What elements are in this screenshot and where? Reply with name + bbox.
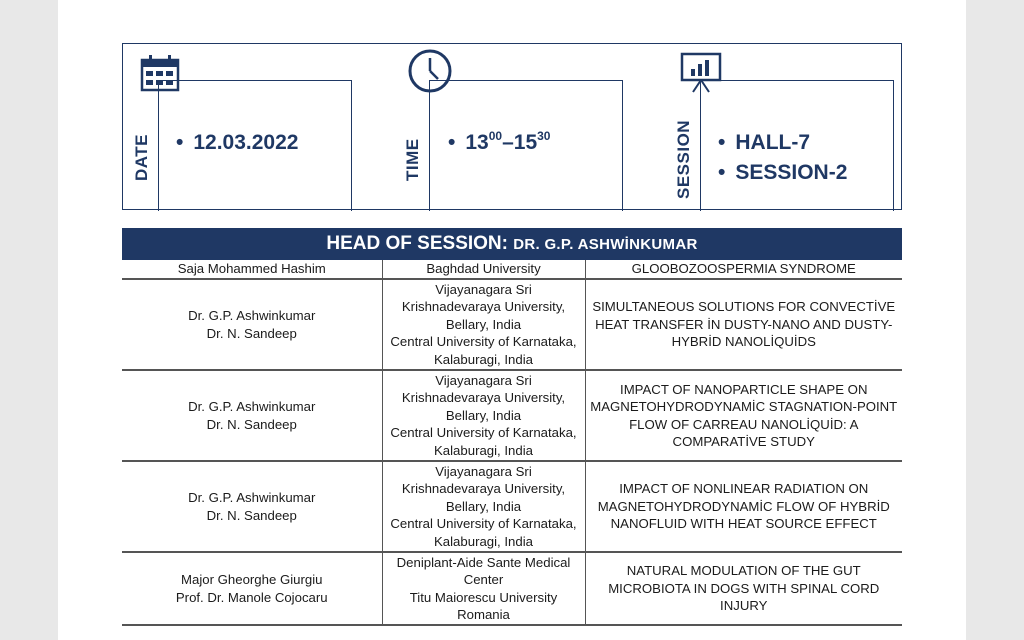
title-line: IMPACT OF NANOPARTICLE SHAPE ON (620, 381, 868, 397)
affiliation-line: Kalaburagi, India (434, 442, 533, 458)
authors-line: Dr. N. Sandeep (206, 416, 297, 432)
session-label: SESSION (674, 119, 693, 199)
affiliation-line: Center (463, 572, 504, 587)
authors-line: Dr. N. Sandeep (206, 507, 297, 523)
authors-line: Major Gheorghe Giurgiu (181, 572, 323, 587)
head-of-session-name: DR. G.P. ASHWİNKUMAR (513, 236, 698, 253)
time-label: TIME (403, 138, 422, 181)
authors-line: Saja Mohammed Hashim (177, 261, 326, 277)
title-line: MAGNETOHYDRODYNAMİC STAGNATION-POINT (590, 399, 898, 414)
title-line: GLOOBOZOOSPERMIA SYNDROME (631, 261, 856, 277)
authors-cell (122, 461, 382, 552)
date-label: DATE (132, 133, 151, 181)
affiliation-line: Vijayanagara Sri (435, 281, 532, 297)
table-row (122, 260, 902, 279)
head-of-session-bar (122, 228, 902, 260)
table-row (122, 461, 902, 552)
title-line: HYBRİD NANOLİQUİDS (671, 334, 816, 350)
authors-line: Prof. Dr. Manole Cojocaru (175, 589, 328, 605)
affiliation-line: Deniplant-Aide Sante Medical (396, 554, 571, 570)
head-of-session-label: HEAD OF SESSION: (326, 233, 514, 254)
authors-line: Dr. G.P. Ashwinkumar (188, 399, 316, 414)
title-line: FLOW OF CARREAU NANOLİQUİD: A (629, 416, 859, 432)
title-line: MAGNETOHYDRODYNAMİC FLOW OF HYBRİD (597, 498, 890, 514)
affiliation-cell (382, 370, 585, 461)
title-cell (585, 260, 902, 279)
title-line: COMPARATİVE STUDY (672, 434, 815, 449)
authors-line: Dr. N. Sandeep (206, 325, 297, 341)
affiliation-cell (382, 260, 585, 279)
affiliation-line: Titu Maiorescu University (409, 589, 558, 605)
affiliation-line: Central University of Karnataka, (390, 334, 577, 350)
affiliation-line: Central University of Karnataka, (390, 516, 577, 532)
title-line: INJURY (720, 598, 768, 614)
authors-cell (122, 370, 382, 461)
title-line: NANOFLUID WITH HEAT SOURCE EFFECT (610, 516, 877, 532)
date-value: • 12.03.2022 (176, 131, 299, 154)
title-line: MICROBIOTA IN DOGS WITH SPINAL CORD (608, 580, 880, 596)
affiliation-line: Krishnadevaraya University, (401, 390, 566, 406)
title-line: NATURAL MODULATION OF THE GUT (626, 563, 861, 579)
table-row (122, 552, 902, 625)
presentations-table (122, 260, 902, 626)
affiliation-line: Krishnadevaraya University, (401, 481, 566, 497)
affiliation-line: Romania (457, 607, 510, 622)
affiliation-line: Bellary, India (445, 316, 522, 332)
title-line: HEAT TRANSFER İN DUSTY-NANO AND DUSTY- (595, 316, 893, 332)
title-cell (585, 461, 902, 552)
authors-line: Dr. G.P. Ashwinkumar (188, 308, 316, 323)
affiliation-line: Krishnadevaraya University, (401, 299, 566, 315)
affiliation-line: Vijayanagara Sri (435, 463, 532, 479)
title-line: IMPACT OF NONLINEAR RADIATION ON (619, 481, 869, 497)
table-row (122, 370, 902, 461)
title-line: SIMULTANEOUS SOLUTIONS FOR CONVECTİVE (592, 299, 896, 315)
affiliation-line: Bellary, India (445, 407, 522, 423)
affiliation-line: Kalaburagi, India (434, 351, 533, 367)
affiliation-line: Baghdad University (426, 261, 541, 277)
affiliation-line: Kalaburagi, India (434, 533, 533, 549)
authors-cell (122, 260, 382, 279)
affiliation-line: Bellary, India (445, 498, 522, 514)
authors-line: Dr. G.P. Ashwinkumar (188, 490, 316, 505)
session-value: • SESSION-2 (718, 161, 848, 184)
affiliation-cell (382, 279, 585, 370)
affiliation-line: Central University of Karnataka, (390, 425, 577, 441)
affiliation-cell (382, 552, 585, 625)
authors-cell (122, 552, 382, 625)
time-value: • $13^{00}-15^{30}$ (448, 129, 551, 154)
hall-value: • HALL-7 (718, 131, 811, 154)
table-row (122, 279, 902, 370)
authors-cell (122, 279, 382, 370)
title-cell (585, 279, 902, 370)
title-cell (585, 552, 902, 625)
title-cell (585, 370, 902, 461)
affiliation-cell (382, 461, 585, 552)
affiliation-line: Vijayanagara Sri (435, 372, 532, 388)
